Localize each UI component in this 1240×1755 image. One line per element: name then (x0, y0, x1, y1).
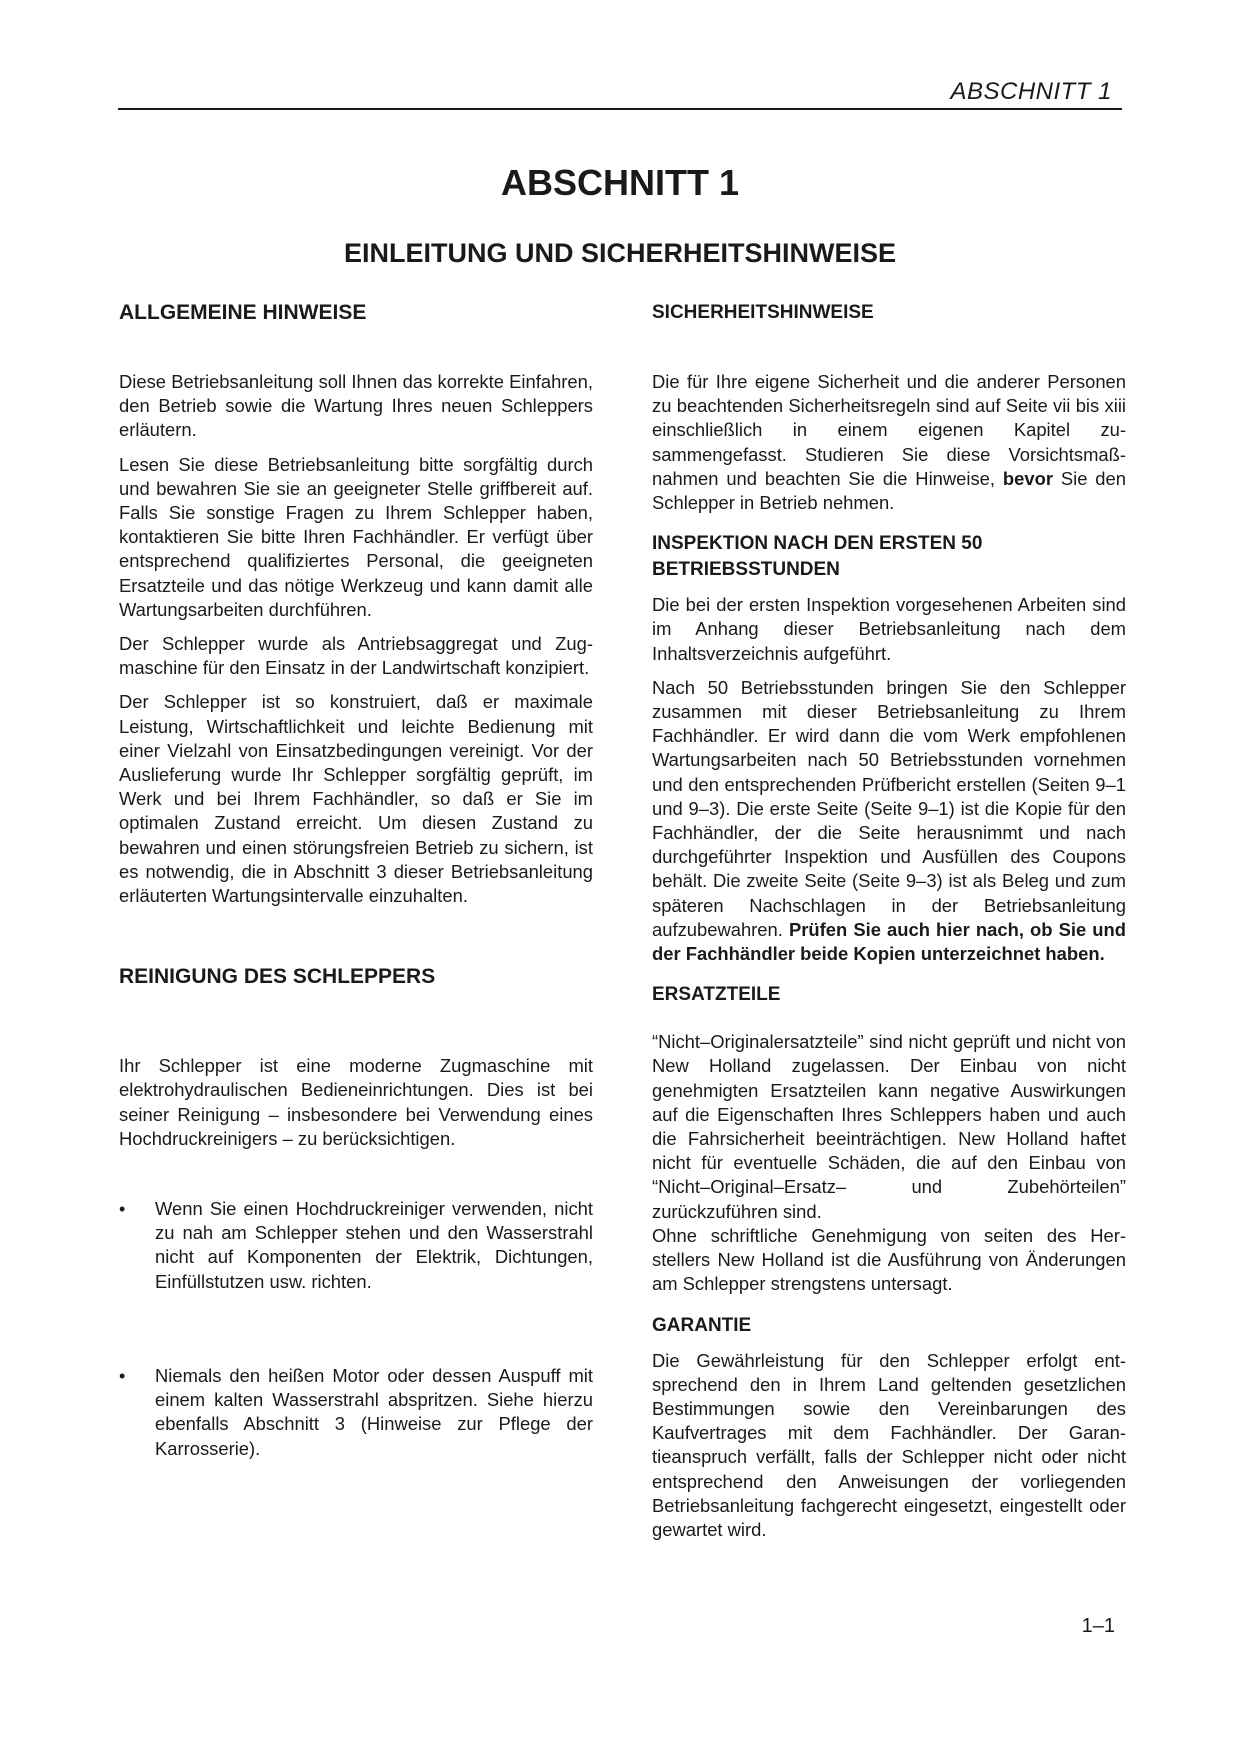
general-paragraph: Lesen Sie diese Betriebsanleitung bitte sorgfältig durch und bewahren Sie sie an geeigneter Stelle griffbereit auf. Falls Sie sonstige Fragen zu Ihrem Schlepper haben, kontaktieren Sie bitte Ihren Fachhändler. Er verfügt über entsprechend qualifiziertes Personal, die geeigneten Ersatzteile und das nötige Werkzeug und kann damit alle Wartungsarbeiten durchführen. (119, 453, 593, 620)
bullet-dot: • (119, 1199, 126, 1220)
running-header (118, 78, 1122, 110)
safety-paragraph (652, 370, 1126, 515)
warranty-heading: GARANTIE (652, 1314, 752, 1336)
inspection-text-bold: Prüfen Sie auch hier nach, ob Sie und der Fachhändler beide Kopien unterzeichnet haben. (652, 918, 1127, 965)
inspection-heading-line1: INSPEKTION NACH DEN ERSTEN 50 (652, 533, 983, 555)
cleaning-paragraph: Ihr Schlepper ist eine moderne Zugmaschine mit elektrohydraulischen Bedieneinrichtungen. Dies ist bei seiner Reinigung – insbesondere bei Verwendung eines Hochdruckreinigers – zu berücksichtigen. (119, 1055, 593, 1149)
inspection-heading (652, 531, 1126, 583)
general-paragraph: Der Schlepper wurde als Antriebsaggregat und Zugmaschine für den Einsatz in der Landwirtschaft konzipiert. (119, 633, 593, 679)
parts-paragraph: Ohne schriftliche Genehmigung von seiten des Herstellers New Holland ist die Ausführung von Änderungen am Schlepper strengstens untersagt. (652, 1224, 1126, 1295)
bullet-item (119, 1364, 593, 1461)
bullet-dot: • (119, 1365, 126, 1386)
page-number: 1–1 (1081, 1615, 1115, 1637)
left-column (119, 300, 593, 1461)
safety-heading: SICHERHEITSHINWEISE (652, 302, 874, 323)
safety-text-end: Sie den Schlepper in Betrieb nehmen. (652, 467, 1126, 514)
general-paragraph: Der Schlepper ist so konstruiert, daß er maximale Leistung, Wirtschaftlichkeit und leichte Bedienung mit einer Vielzahl von Einsatzbedingungen vereinigt. Vor der Auslieferung wurde Ihr Schlepper sorgfältig geprüft, im Werk und bei Ihrem Fachhändler, so daß er Sie im optimalen Zustand erreicht. Um diesen Zustand zu bewahren und einen störungsfreien Betrieb zu sichern, ist es notwendig, die in Abschnitt 3 dieser Betriebsanleitung erläuterten Wartungsintervalle einzuhalten. (119, 691, 593, 907)
safety-text-bold: bevor (1002, 467, 1053, 489)
bullet-item (119, 1197, 593, 1294)
warranty-paragraph: Die Gewährleistung für den Schlepper erfolgt entsprechend den in Ihrem Land geltenden gesetzlichen Bestimmungen sowie den Vereinbarungen des Kaufvertrages mit dem Fachhändler. Der Garantieanspruch verfällt, falls der Schlepper nicht oder nicht entsprechend den Anweisungen der vorliegenden Betriebsanleitung fachgerecht eingesetzt, eingestellt oder gewartet wird. (652, 1349, 1126, 1540)
inspection-text: Nach 50 Betriebsstunden bringen Sie den Schlepper zusammen mit dieser Betriebsanleitung zu Ihrem Fachhändler. Er wird dann die vom Werk empfohlenen Wartungsarbeiten nach 50 Betriebsstunden vornehmen und den entsprechenden Prüfbericht erstellen (Seiten 9–1 und 9–3). Die erste Seite (Seite 9–1) ist die Kopie für den Fachhändler, der die Seite herausnimmt und nach durchgeführter Inspektion und Ausfüllen des Coupons behält. Die zweite Seite (Seite 9–3) ist als Beleg und zum späteren Nachschlagen in der Betriebsanleitung aufzubewahren. (652, 676, 1126, 940)
cleaning-heading: REINIGUNG DES SCHLEPPERS (119, 965, 436, 989)
parts-heading: ERSATZTEILE (652, 984, 781, 1006)
inspection-paragraph: Die bei der ersten Inspektion vorgesehenen Arbeiten sind im Anhang dieser Betriebsanleitung nach dem Inhaltsverzeichnis aufgeführt. (652, 594, 1126, 664)
general-heading: ALLGEMEINE HINWEISE (119, 301, 367, 324)
inspection-paragraph (652, 676, 1126, 966)
running-header-title: ABSCHNITT 1 (950, 78, 1112, 105)
safety-text: Die für Ihre eigene Sicherheit und die anderer Personen zu beachtenden Sicherheitsregeln sind auf Seite vii bis xiii einschließlich in einem eigenen Kapitel zusammengefasst. Studieren Sie diese Vorsichtsmaßnahmen und beachten Sie die Hinweise, (652, 371, 1126, 489)
bullet-text: Niemals den heißen Motor oder dessen Auspuff mit einem kalten Wasserstrahl abspritzen. Siehe hierzu ebenfalls Abschnitt 3 (Hinweise zur Pflege der Karrosserie). (155, 1364, 593, 1459)
right-column (652, 300, 1126, 1542)
parts-paragraph: “Nicht–Originalersatzteile” sind nicht geprüft und nicht von New Holland zugelassen. Der Einbau von nicht genehmigten Ersatzteilen kann negative Auswirkungen auf die Eigenschaften Ihres Schleppers haben und auch die Fahrsicherheit beeinträchtigen. New Holland haftet nicht für eventuelle Schäden, die auf den Einbau von “Nicht–Original–Ersatz– und Zubehörteilen” zurückzuführen sind. (652, 1031, 1126, 1222)
bullet-text: Wenn Sie einen Hochdruckreiniger verwenden, nicht zu nah am Schlepper stehen und den Wasserstrahl nicht auf Komponenten der Elektrik, Dichtungen, Einfüllstutzen usw. richten. (155, 1198, 593, 1292)
chapter-subtitle: EINLEITUNG UND SICHERHEITSHINWEISE (343, 238, 897, 268)
general-paragraph: Diese Betriebsanleitung soll Ihnen das korrekte Einfahren, den Betrieb sowie die Wartung Ihres neuen Schleppers erläutern. (119, 371, 593, 441)
inspection-heading-line2: BETRIEBSSTUNDEN (652, 559, 840, 581)
chapter-title: ABSCHNITT 1 (500, 162, 739, 203)
